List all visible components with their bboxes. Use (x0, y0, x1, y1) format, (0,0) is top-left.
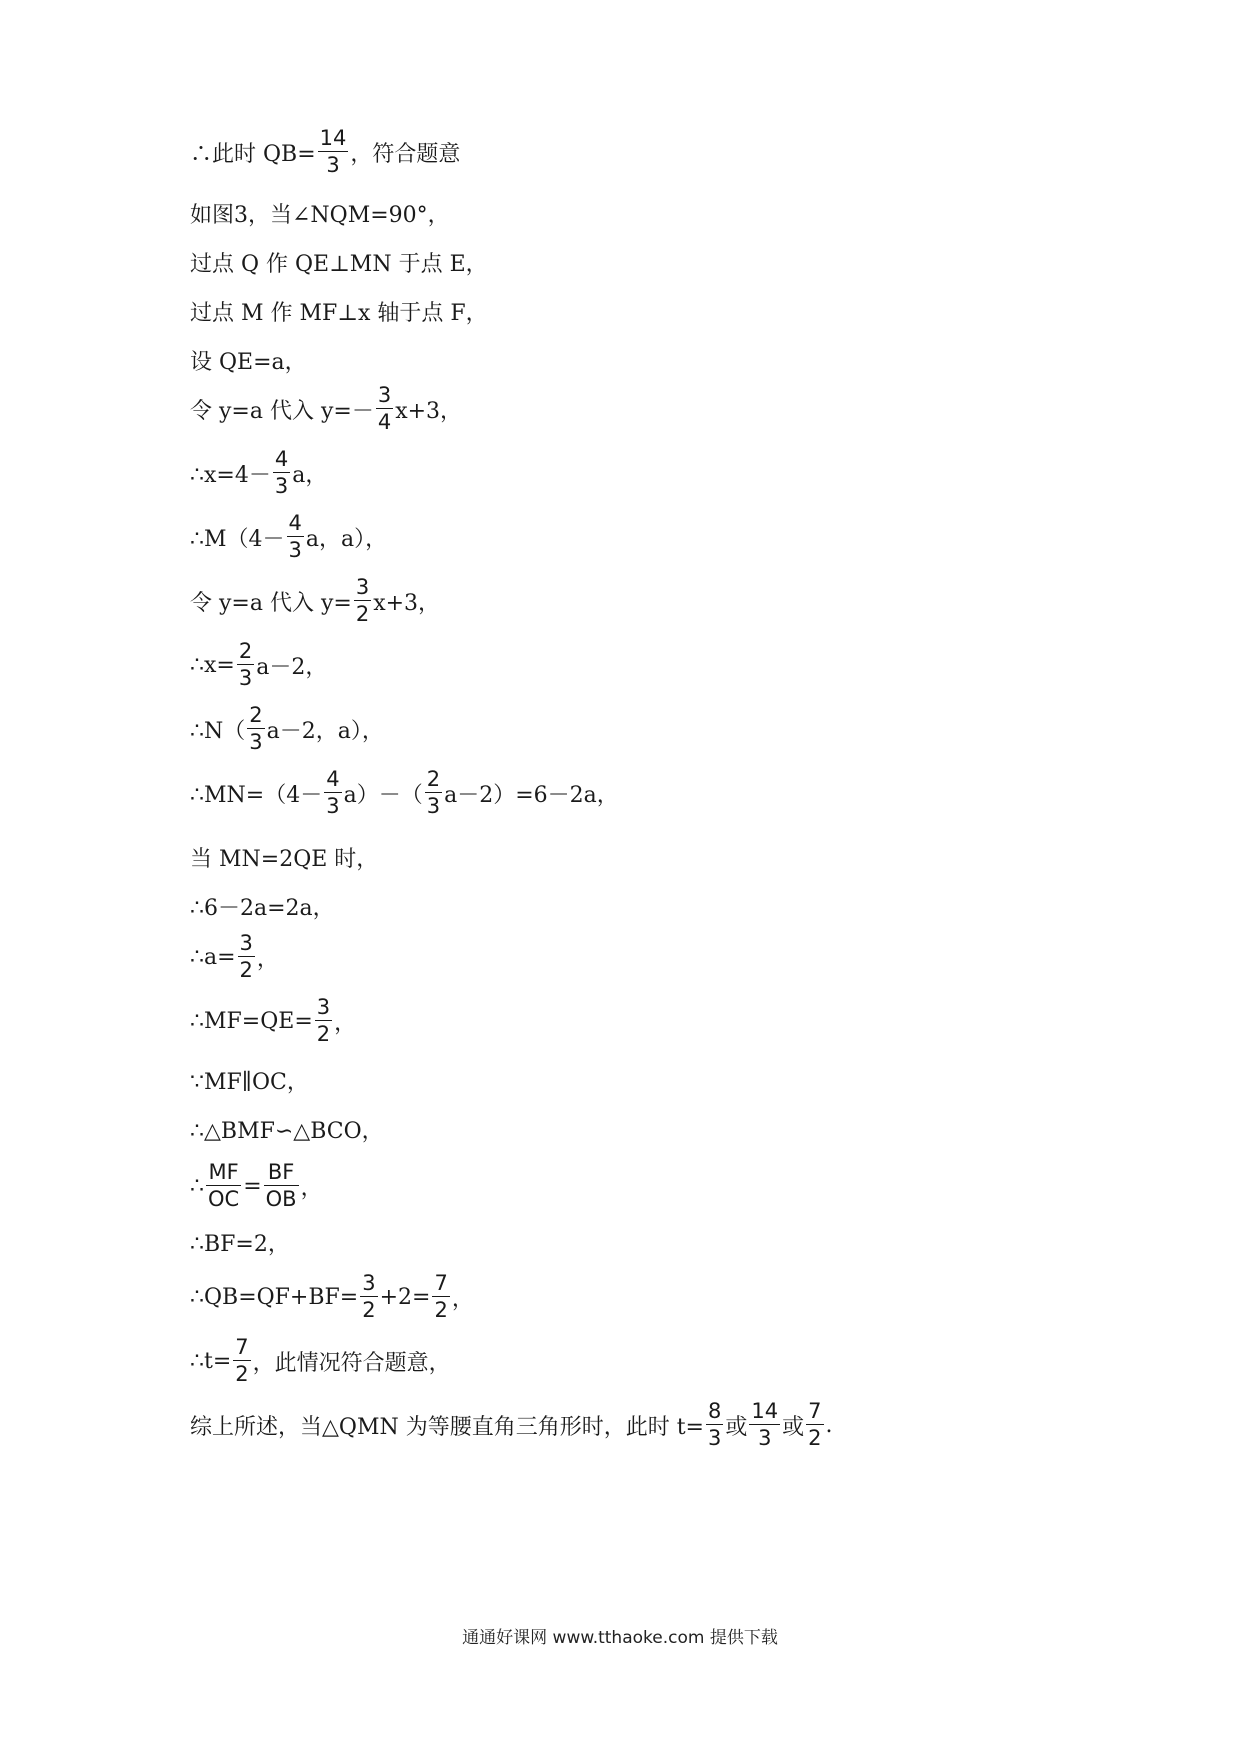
solution-line (190, 699, 384, 759)
fraction-denominator: 4 (377, 410, 392, 434)
text-segment: 令 y=a 代入 y=－ (190, 398, 374, 424)
fraction-numerator: 8 (708, 1399, 722, 1423)
fraction-numerator: 7 (235, 1335, 249, 1359)
text-segment: ∴QB=QF+BF= (190, 1284, 359, 1310)
fraction-numerator: 4 (288, 511, 302, 535)
fraction (315, 997, 332, 1045)
text-segment: x+3， (373, 590, 441, 616)
text-segment: . (825, 1412, 833, 1438)
fraction-numerator: MF (208, 1160, 239, 1184)
text-segment: a，a）， (305, 526, 388, 552)
fraction-numerator: 3 (316, 995, 331, 1019)
fraction (237, 641, 254, 689)
text-segment: ∴t= (190, 1348, 232, 1374)
fraction-numerator: 14 (319, 126, 347, 150)
solution-line (190, 443, 327, 503)
text-segment: a－2）=6－2a， (444, 782, 619, 808)
text-segment: +2= (379, 1284, 431, 1310)
fraction (233, 1337, 250, 1385)
fraction-denominator: 3 (326, 794, 340, 818)
text-segment: ∵MF∥OC， (190, 1069, 309, 1095)
fraction-denominator: 2 (434, 1298, 448, 1322)
text-segment: 综上所述，当△QMN 为等腰直角三角形时，此时 t= (190, 1414, 704, 1440)
solution-line (190, 927, 279, 987)
fraction-numerator: BF (267, 1160, 295, 1184)
solution-line (190, 763, 619, 823)
fraction-numerator: 2 (249, 703, 263, 727)
solution-line (190, 122, 460, 182)
fraction (273, 449, 290, 497)
text-segment: a－2， (256, 654, 328, 680)
text-segment: ∴x=4－ (190, 462, 271, 488)
text-segment: 过点 M 作 MF⊥x 轴于点 F， (190, 300, 488, 326)
fraction-numerator: 7 (434, 1271, 448, 1295)
fraction-denominator: 3 (249, 730, 263, 754)
fraction (425, 769, 442, 817)
text-segment: ∴MN=（4－ (190, 782, 323, 808)
solution-line (190, 1395, 833, 1455)
text-segment: ， (334, 1010, 357, 1036)
fraction-denominator: 3 (238, 666, 253, 690)
fraction (376, 385, 393, 433)
solution-line (190, 507, 387, 567)
text-segment: = (243, 1173, 262, 1199)
fraction-denominator: OC (208, 1187, 240, 1211)
text-segment: 当 MN=2QE 时， (190, 846, 379, 872)
fraction-denominator: 2 (316, 1022, 331, 1046)
fraction-numerator: 4 (274, 447, 289, 471)
text-segment: ， (451, 1286, 474, 1312)
text-segment: ∴x= (190, 652, 235, 678)
fraction-denominator: 3 (288, 538, 302, 562)
fraction (432, 1273, 449, 1321)
text-segment: ∴6－2a=2a， (190, 895, 335, 921)
fraction (360, 1273, 377, 1321)
fraction-denominator: 3 (708, 1426, 722, 1450)
text-segment: 设 QE=a， (190, 349, 307, 375)
solution-line (190, 379, 462, 439)
text-segment: ∴MF=QE= (190, 1008, 313, 1034)
fraction-numerator: 14 (751, 1399, 779, 1423)
text-segment: ∴N（ (190, 718, 246, 744)
text-segment: ∴M（4－ (190, 526, 285, 552)
text-segment: 令 y=a 代入 y= (190, 590, 352, 616)
fraction (238, 933, 255, 981)
fraction-denominator: 2 (235, 1362, 249, 1386)
fraction (247, 705, 264, 753)
text-segment: 或 (782, 1414, 805, 1440)
text-segment: ， (300, 1175, 323, 1201)
fraction (206, 1162, 241, 1210)
fraction (354, 577, 371, 625)
fraction-numerator: 3 (239, 931, 253, 955)
text-segment: ， (256, 946, 279, 972)
solution-line (190, 571, 440, 631)
fraction-denominator: 2 (808, 1426, 822, 1450)
text-segment: a－2，a）， (266, 718, 384, 744)
fraction-denominator: OB (265, 1187, 297, 1211)
fraction (806, 1401, 823, 1449)
fraction-denominator: 2 (362, 1298, 376, 1322)
text-segment: 或 (725, 1414, 748, 1440)
fraction-denominator: 3 (426, 794, 441, 818)
fraction-numerator: 4 (326, 767, 340, 791)
text-segment: 过点 Q 作 QE⊥MN 于点 E， (190, 251, 488, 277)
fraction (287, 513, 304, 561)
fraction (318, 128, 349, 176)
solution-line (190, 1099, 384, 1159)
fraction-denominator: 3 (758, 1426, 772, 1450)
fraction-numerator: 3 (355, 575, 370, 599)
fraction (324, 769, 341, 817)
page-footer: 通通好课网 www.tthaoke.com 提供下载 (462, 1628, 778, 1648)
solution-line (190, 1267, 474, 1327)
fraction-numerator: 3 (362, 1271, 376, 1295)
fraction-denominator: 3 (274, 474, 289, 498)
fraction (706, 1401, 723, 1449)
fraction-numerator: 3 (377, 383, 392, 407)
solution-line (190, 991, 356, 1051)
solution-line (190, 635, 327, 695)
fraction-denominator: 2 (355, 602, 370, 626)
text-segment: ，符合题意 (350, 141, 461, 167)
fraction (264, 1162, 299, 1210)
text-segment: ∴ (190, 1173, 204, 1199)
fraction (749, 1401, 780, 1449)
text-segment: a）－（ (343, 782, 423, 808)
text-segment: 如图3，当∠NQM=90°， (190, 202, 450, 228)
text-segment: ∴此时 QB= (190, 141, 316, 167)
fraction-numerator: 2 (238, 639, 253, 663)
text-segment: x+3， (395, 398, 463, 424)
text-segment: ∴△BMF∽△BCO， (190, 1118, 384, 1144)
text-segment: ，此情况符合题意， (252, 1350, 451, 1376)
fraction-numerator: 7 (808, 1399, 822, 1423)
text-segment: ∴BF=2， (190, 1231, 290, 1257)
fraction-denominator: 3 (326, 153, 340, 177)
solution-line (190, 1212, 290, 1272)
fraction-numerator: 2 (426, 767, 441, 791)
solution-line (190, 1156, 323, 1216)
text-segment: ∴a= (190, 944, 236, 970)
text-segment: a， (292, 462, 328, 488)
fraction-denominator: 2 (239, 958, 253, 982)
solution-line (190, 1331, 451, 1391)
